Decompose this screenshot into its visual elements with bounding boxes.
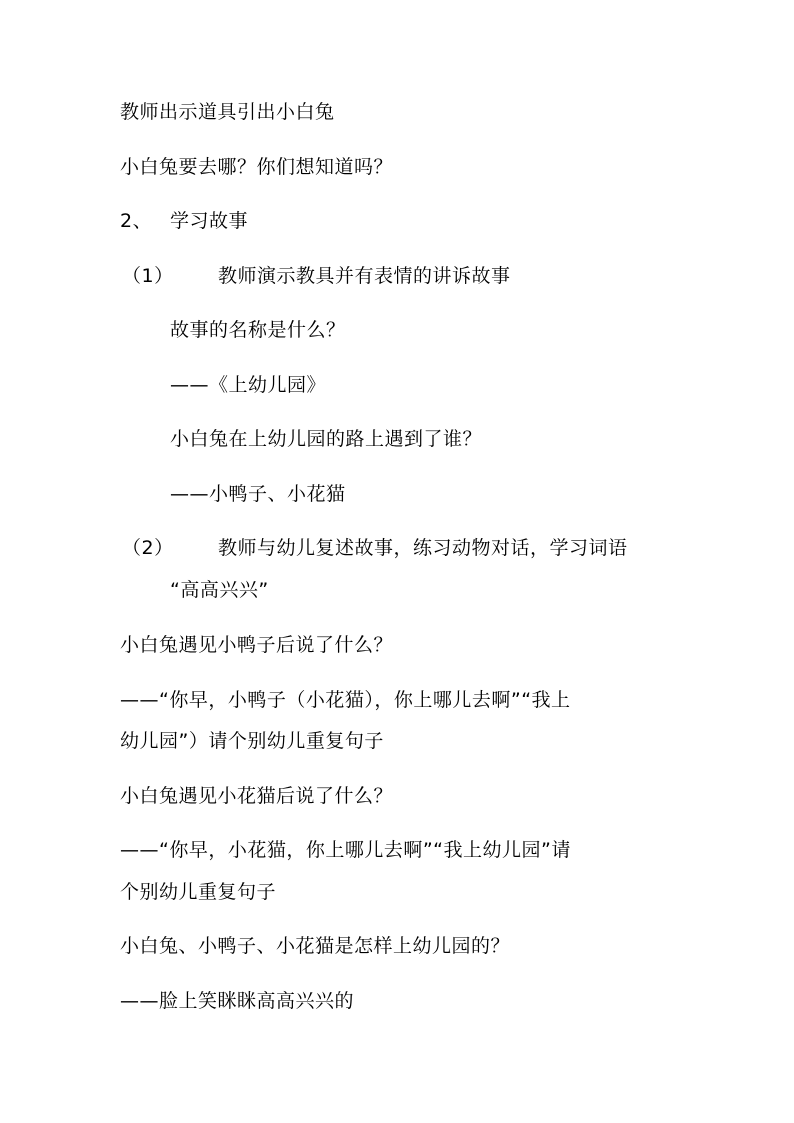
text-line: 教师出示道具引出小白兔: [120, 101, 335, 123]
text-line: 故事的名称是什么？: [170, 319, 346, 341]
text-line: 幼儿园”）请个别幼儿重复句子: [120, 730, 384, 752]
sub-item-1: [122, 264, 511, 288]
text-line: ——小鸭子、小花猫: [170, 483, 346, 505]
list-number: 2、: [120, 210, 153, 232]
text-line: 小白兔要去哪？你们想知道吗？: [120, 156, 394, 178]
sub-item-number: （1）: [122, 265, 174, 287]
sub-item-text: 教师演示教具并有表情的讲诉故事: [218, 265, 511, 287]
text-line: 小白兔、小鸭子、小花猫是怎样上幼儿园的？: [120, 935, 511, 957]
text-line: 个别幼儿重复句子: [120, 881, 277, 903]
text-line: 小白兔遇见小花猫后说了什么？: [120, 785, 394, 807]
sub-item-number: （2）: [122, 537, 174, 559]
text-line: 小白兔在上幼儿园的路上遇到了谁？: [170, 428, 483, 450]
text-line: ——脸上笑眯眯高高兴兴的: [120, 990, 355, 1012]
list-item-text: 学习故事: [170, 210, 249, 232]
sub-item-2: [122, 536, 628, 560]
text-line: ——“你早，小花猫，你上哪儿去啊”“我上幼儿园”请: [120, 839, 571, 861]
list-item-2: [120, 209, 248, 233]
text-line: ——“你早，小鸭子（小花猫），你上哪儿去啊”“我上: [120, 689, 571, 711]
text-line: 小白兔遇见小鸭子后说了什么？: [120, 634, 394, 656]
text-line: “高高兴兴”: [170, 579, 269, 601]
text-line: ——《上幼儿园》: [170, 374, 327, 396]
sub-item-text: 教师与幼儿复述故事，练习动物对话，学习词语: [218, 537, 628, 559]
